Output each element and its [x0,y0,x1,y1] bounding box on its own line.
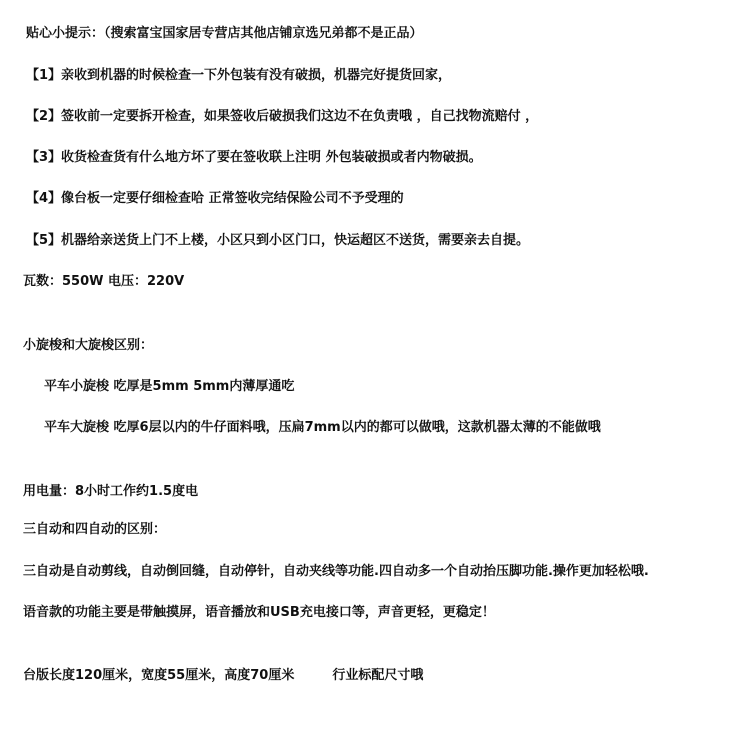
table-size-note: 行业标配尺寸哦 [332,668,424,683]
shuttle-small: 平车小旋梭 吃厚是5mm 5mm内薄厚通吃 [44,379,295,394]
voice-description: 语音款的功能主要是带触摸屏，语音播放和USB充电接口等，声音更轻，更稳定！ [23,605,495,620]
shuttle-heading: 小旋梭和大旋梭区别： [23,338,154,353]
auto-heading: 三自动和四自动的区别： [23,522,167,537]
electricity-usage: 用电量：8小时工作约1.5度电 [23,484,199,499]
table-size-dimensions: 台版长度120厘米，宽度55厘米，高度70厘米 [23,668,295,683]
auto-description: 三自动是自动剪线，自动倒回缝，自动停针，自动夹线等功能.四自动多一个自动抬压脚功能.操作更加轻松哦. [23,564,649,579]
table-size [23,666,423,686]
notice-item-1: 【1】亲收到机器的时候检查一下外包装有没有破损，机器完好提货回家， [26,68,452,83]
notice-item-5: 【5】机器给亲送货上门不上楼，小区只到小区门口，快运超区不送货，需要亲去自提。 [26,233,530,248]
notice-item-4: 【4】像台板一定要仔细检查哈 正常签收完结保险公司不予受理的 [26,191,404,206]
notice-heading: 贴心小提示：（搜索富宝国家居专营店其他店铺京选兄弟都不是正品） [26,26,423,41]
shuttle-large: 平车大旋梭 吃厚6层以内的牛仔面料哦，压扁7mm以内的都可以做哦，这款机器太薄的不能做哦 [44,420,601,435]
power-voltage: 瓦数：550W 电压：220V [23,274,185,289]
notice-item-2: 【2】签收前一定要拆开检查，如果签收后破损我们这边不在负责哦 ，自己找物流赔付 ， [26,109,539,124]
notice-item-3: 【3】收货检查货有什么地方坏了要在签收联上注明 外包装破损或者内物破损。 [26,150,482,165]
